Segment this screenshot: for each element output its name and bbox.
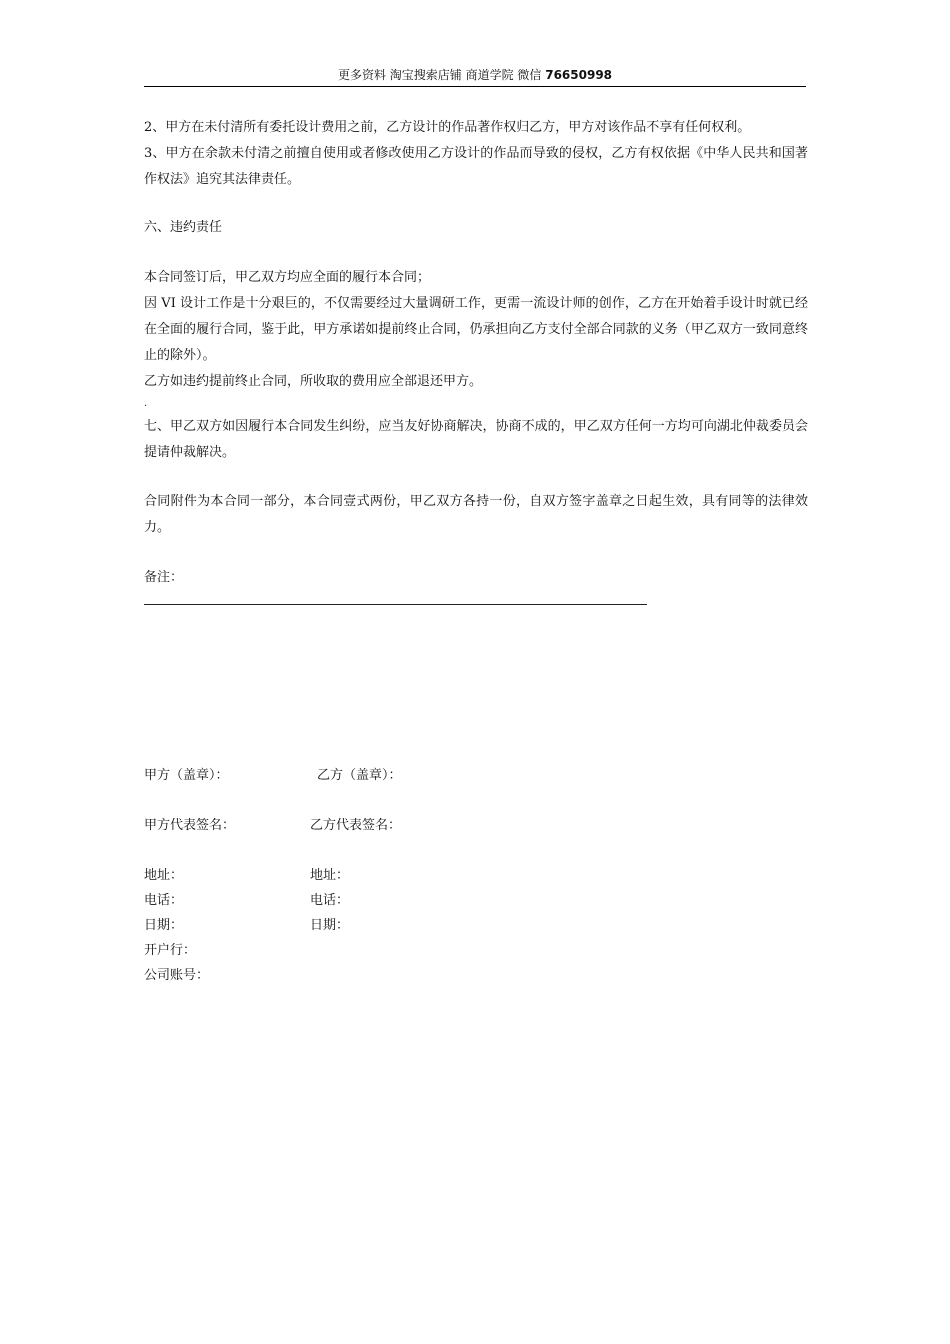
clause-5-item-3: 3、甲方在余款未付清之前擅自使用或者修改使用乙方设计的作品而导致的侵权，乙方有权依据《中华人民共和国著作权法》追究其法律责任。 <box>144 146 808 187</box>
section-6-paragraph-3: 乙方如违约提前终止合同，所收取的费用应全部退还甲方。 <box>144 374 483 389</box>
section-6-body <box>144 265 808 395</box>
party-b-rep-label: 乙方代表签名： <box>310 818 402 833</box>
party-a-address-label: 地址： <box>144 868 184 883</box>
remarks-underline <box>144 604 647 605</box>
party-a-rep-label: 甲方代表签名： <box>144 818 236 833</box>
party-b-address-label: 地址： <box>310 868 350 883</box>
page-header <box>144 66 806 87</box>
clause-5-item-2: 2、甲方在未付清所有委托设计费用之前，乙方设计的作品著作权归乙方，甲方对该作品不享有任何权利。 <box>144 120 751 135</box>
section-6-title: 六、违约责任 <box>144 220 223 235</box>
section-6-paragraph-2: 因 VI 设计工作是十分艰巨的，不仅需要经过大量调研工作，更需一流设计师的创作，乙方在开始着手设计时就已经在全面的履行合同，鉴于此，甲方承诺如提前终止合同，仍承担向乙方支付全部合同款的义务（甲乙双方一致同意终止的除外）。 <box>144 296 808 363</box>
party-a-seal-label: 甲方（盖章）： <box>144 768 229 783</box>
party-b-seal-label: 乙方（盖章）： <box>317 768 402 783</box>
section-7: 七、甲乙双方如因履行本合同发生纠纷，应当友好协商解决，协商不成的，甲乙双方任何一方均可向湖北仲裁委员会提请仲裁解决。 <box>144 419 808 460</box>
section-6-paragraph-1: 本合同签订后，甲乙双方均应全面的履行本合同； <box>144 270 431 285</box>
account-label: 公司账号： <box>144 968 210 983</box>
header-text: 更多资料 淘宝搜索店铺 商道学院 微信 <box>337 68 546 82</box>
remarks-label: 备注： <box>144 570 184 585</box>
stray-dot: . <box>144 398 148 409</box>
party-b-date-label: 日期： <box>310 918 350 933</box>
bank-label: 开户行： <box>144 943 197 958</box>
clause-5-continued <box>144 115 808 193</box>
party-a-date-label: 日期： <box>144 918 184 933</box>
party-a-phone-label: 电话： <box>144 893 184 908</box>
header-wechat-number: 76650998 <box>545 68 613 82</box>
party-b-phone-label: 电话： <box>310 893 350 908</box>
attachment-clause: 合同附件为本合同一部分，本合同壹式两份，甲乙双方各持一份，自双方签字盖章之日起生效，具有同等的法律效力。 <box>144 494 808 535</box>
